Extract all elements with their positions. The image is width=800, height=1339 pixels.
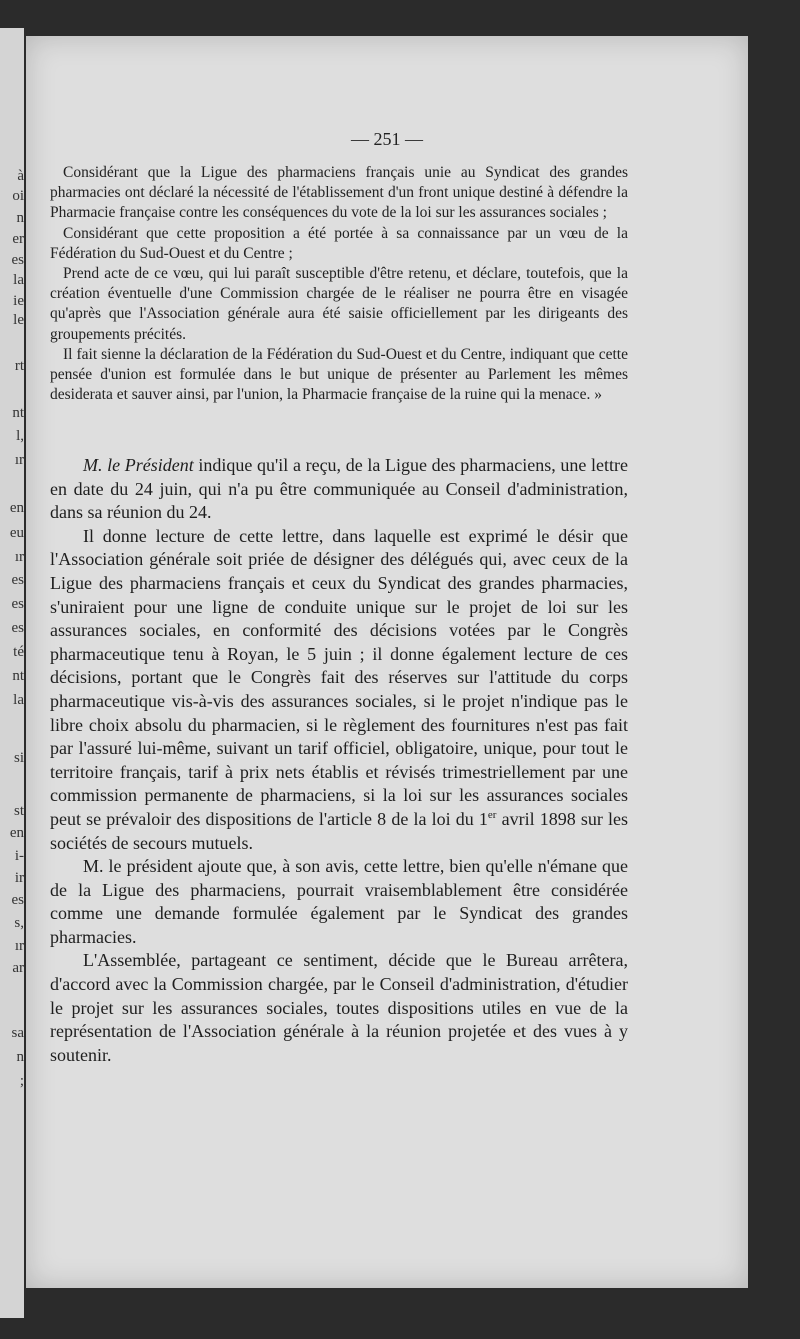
margin-fragment: ;: [19, 1073, 24, 1089]
margin-fragment: st: [13, 803, 24, 819]
margin-fragment: té: [13, 644, 24, 660]
margin-fragment: le: [13, 312, 24, 328]
margin-fragment: ie: [13, 293, 24, 309]
body-paragraph-text: Il donne lecture de cette lettre, dans laquelle est exprimé le désir que l'Association générale soit priée de désigner des délégués qui, avec ceux de la Ligue des pharmaciens français et ceux du Syndicat des grandes pharmacies, s'uniraient pour une ligne de conduite unique sur le projet de loi sur les assurances sociales, en conformité des décisions votées par le Congrès pharmaceutique tenu à Royan, le 5 juin ; il donne également lecture de ces décisions, portant que le Congrès fait des réserves sur l'attitude du corps pharmaceutique vis-à-vis des assurances sociales, si le projet n'indique pas le libre choix absolu du pharmacien, si le règlement des fournitures n'est pas fait par l'assuré lui-même, suivant un tarif officiel, obligatoire, unique, pour tout le territoire français, tarif à prix nets établis et révisés trimestriellement par une commission permanente de pharmaciens, si la loi sur les assurances sociales peut se prévaloir des dispositions de l'article 8 de la loi du 1: [50, 525, 628, 829]
margin-fragment: la: [13, 272, 24, 288]
margin-fragment: es: [11, 596, 24, 612]
margin-fragment: es: [11, 572, 24, 588]
margin-fragment: es: [11, 620, 24, 636]
resolution-paragraph: Considérant que cette proposition a été portée à sa connaissance par un vœu de la Fédération du Sud-Ouest et du Centre ;: [50, 224, 628, 262]
body-paragraph: L'Assemblée, partageant ce sentiment, décide que le Bureau arrêtera, d'accord avec la Commission chargée, par le Conseil d'administration, d'étudier le projet sur les assurances sociales, toutes dispositions utiles en vue de la représentation de l'Association générale à la réunion projetée et des vues à y soutenir.: [50, 950, 628, 1065]
margin-fragment: à: [17, 168, 24, 184]
margin-fragment: nt: [12, 668, 24, 684]
body-paragraph: M. le président ajoute que, à son avis, cette lettre, bien qu'elle n'émane que de la Ligue des pharmaciens, pourrait vraisemblablement être considérée comme une demande formulée également par le Syndicat des grandes pharmacies.: [50, 856, 628, 947]
margin-fragment: oi: [12, 188, 24, 204]
margin-fragment: rt: [14, 358, 24, 374]
speaker-name: M. le Président: [83, 455, 194, 475]
page-number: — 251 —: [351, 129, 423, 149]
quoted-resolution: [50, 163, 628, 405]
resolution-paragraph: Prend acte de ce vœu, qui lui paraît susceptible d'être retenu, et déclare, toutefois, que la création éventuelle d'une Commission chargée de le réaliser ne pourra être en visagée qu'après que l'Association générale aura été saisie officiellement par les dirigeants des groupements précités.: [50, 265, 628, 343]
resolution-paragraph: Considérant que la Ligue des pharmaciens français unie au Syndicat des grandes pharmacies ont déclaré la nécessité de l'établissement d'un front unique destiné à défendre la Pharmacie française contre les conséquences du vote de la loi sur les assurances sociales ;: [50, 164, 628, 222]
margin-fragment: ir: [14, 870, 24, 886]
margin-fragment: nt: [12, 405, 24, 421]
margin-fragment: i-: [14, 848, 24, 864]
margin-fragment: es: [11, 252, 24, 268]
margin-fragment: s,: [14, 915, 24, 931]
margin-fragment: er: [12, 231, 24, 247]
body-paragraph: [50, 454, 628, 525]
body-text: [50, 454, 628, 1067]
margin-fragment: ır: [14, 452, 24, 468]
margin-fragment: l,: [16, 428, 24, 444]
body-paragraph: [50, 525, 628, 855]
document-page: [26, 36, 748, 1288]
margin-fragment: sa: [11, 1025, 24, 1041]
margin-fragment: en: [9, 500, 24, 516]
margin-fragment: si: [13, 750, 24, 766]
margin-fragment: ır: [14, 938, 24, 954]
body-paragraph-text: indique qu'il a reçu, de la Ligue des pharmaciens, une lettre en date du 24 juin, qui n'a pu être communiquée au Conseil d'administration, dans sa réunion du 24.: [50, 455, 628, 523]
margin-fragment: n: [16, 1049, 24, 1065]
margin-fragment: la: [13, 692, 24, 708]
margin-fragment: eu: [9, 525, 24, 541]
previous-page-edge: [0, 28, 24, 1318]
margin-fragment: ır: [14, 549, 24, 565]
resolution-paragraph: Il fait sienne la déclaration de la Fédération du Sud-Ouest et du Centre, indiquant que cette pensée d'union est formulée dans le but unique de présenter au Parlement les mêmes desiderata et sauver ainsi, par l'union, la Pharmacie française de la ruine qui la menace. »: [50, 345, 628, 404]
superscript: er: [487, 808, 497, 821]
margin-fragment: ar: [12, 960, 24, 976]
margin-fragment: n: [16, 210, 24, 226]
margin-fragment: en: [9, 825, 24, 841]
margin-fragment: es: [11, 892, 24, 908]
body-paragraph-text: avril 1898 sur les sociétés de secours mutuels.: [50, 808, 628, 853]
